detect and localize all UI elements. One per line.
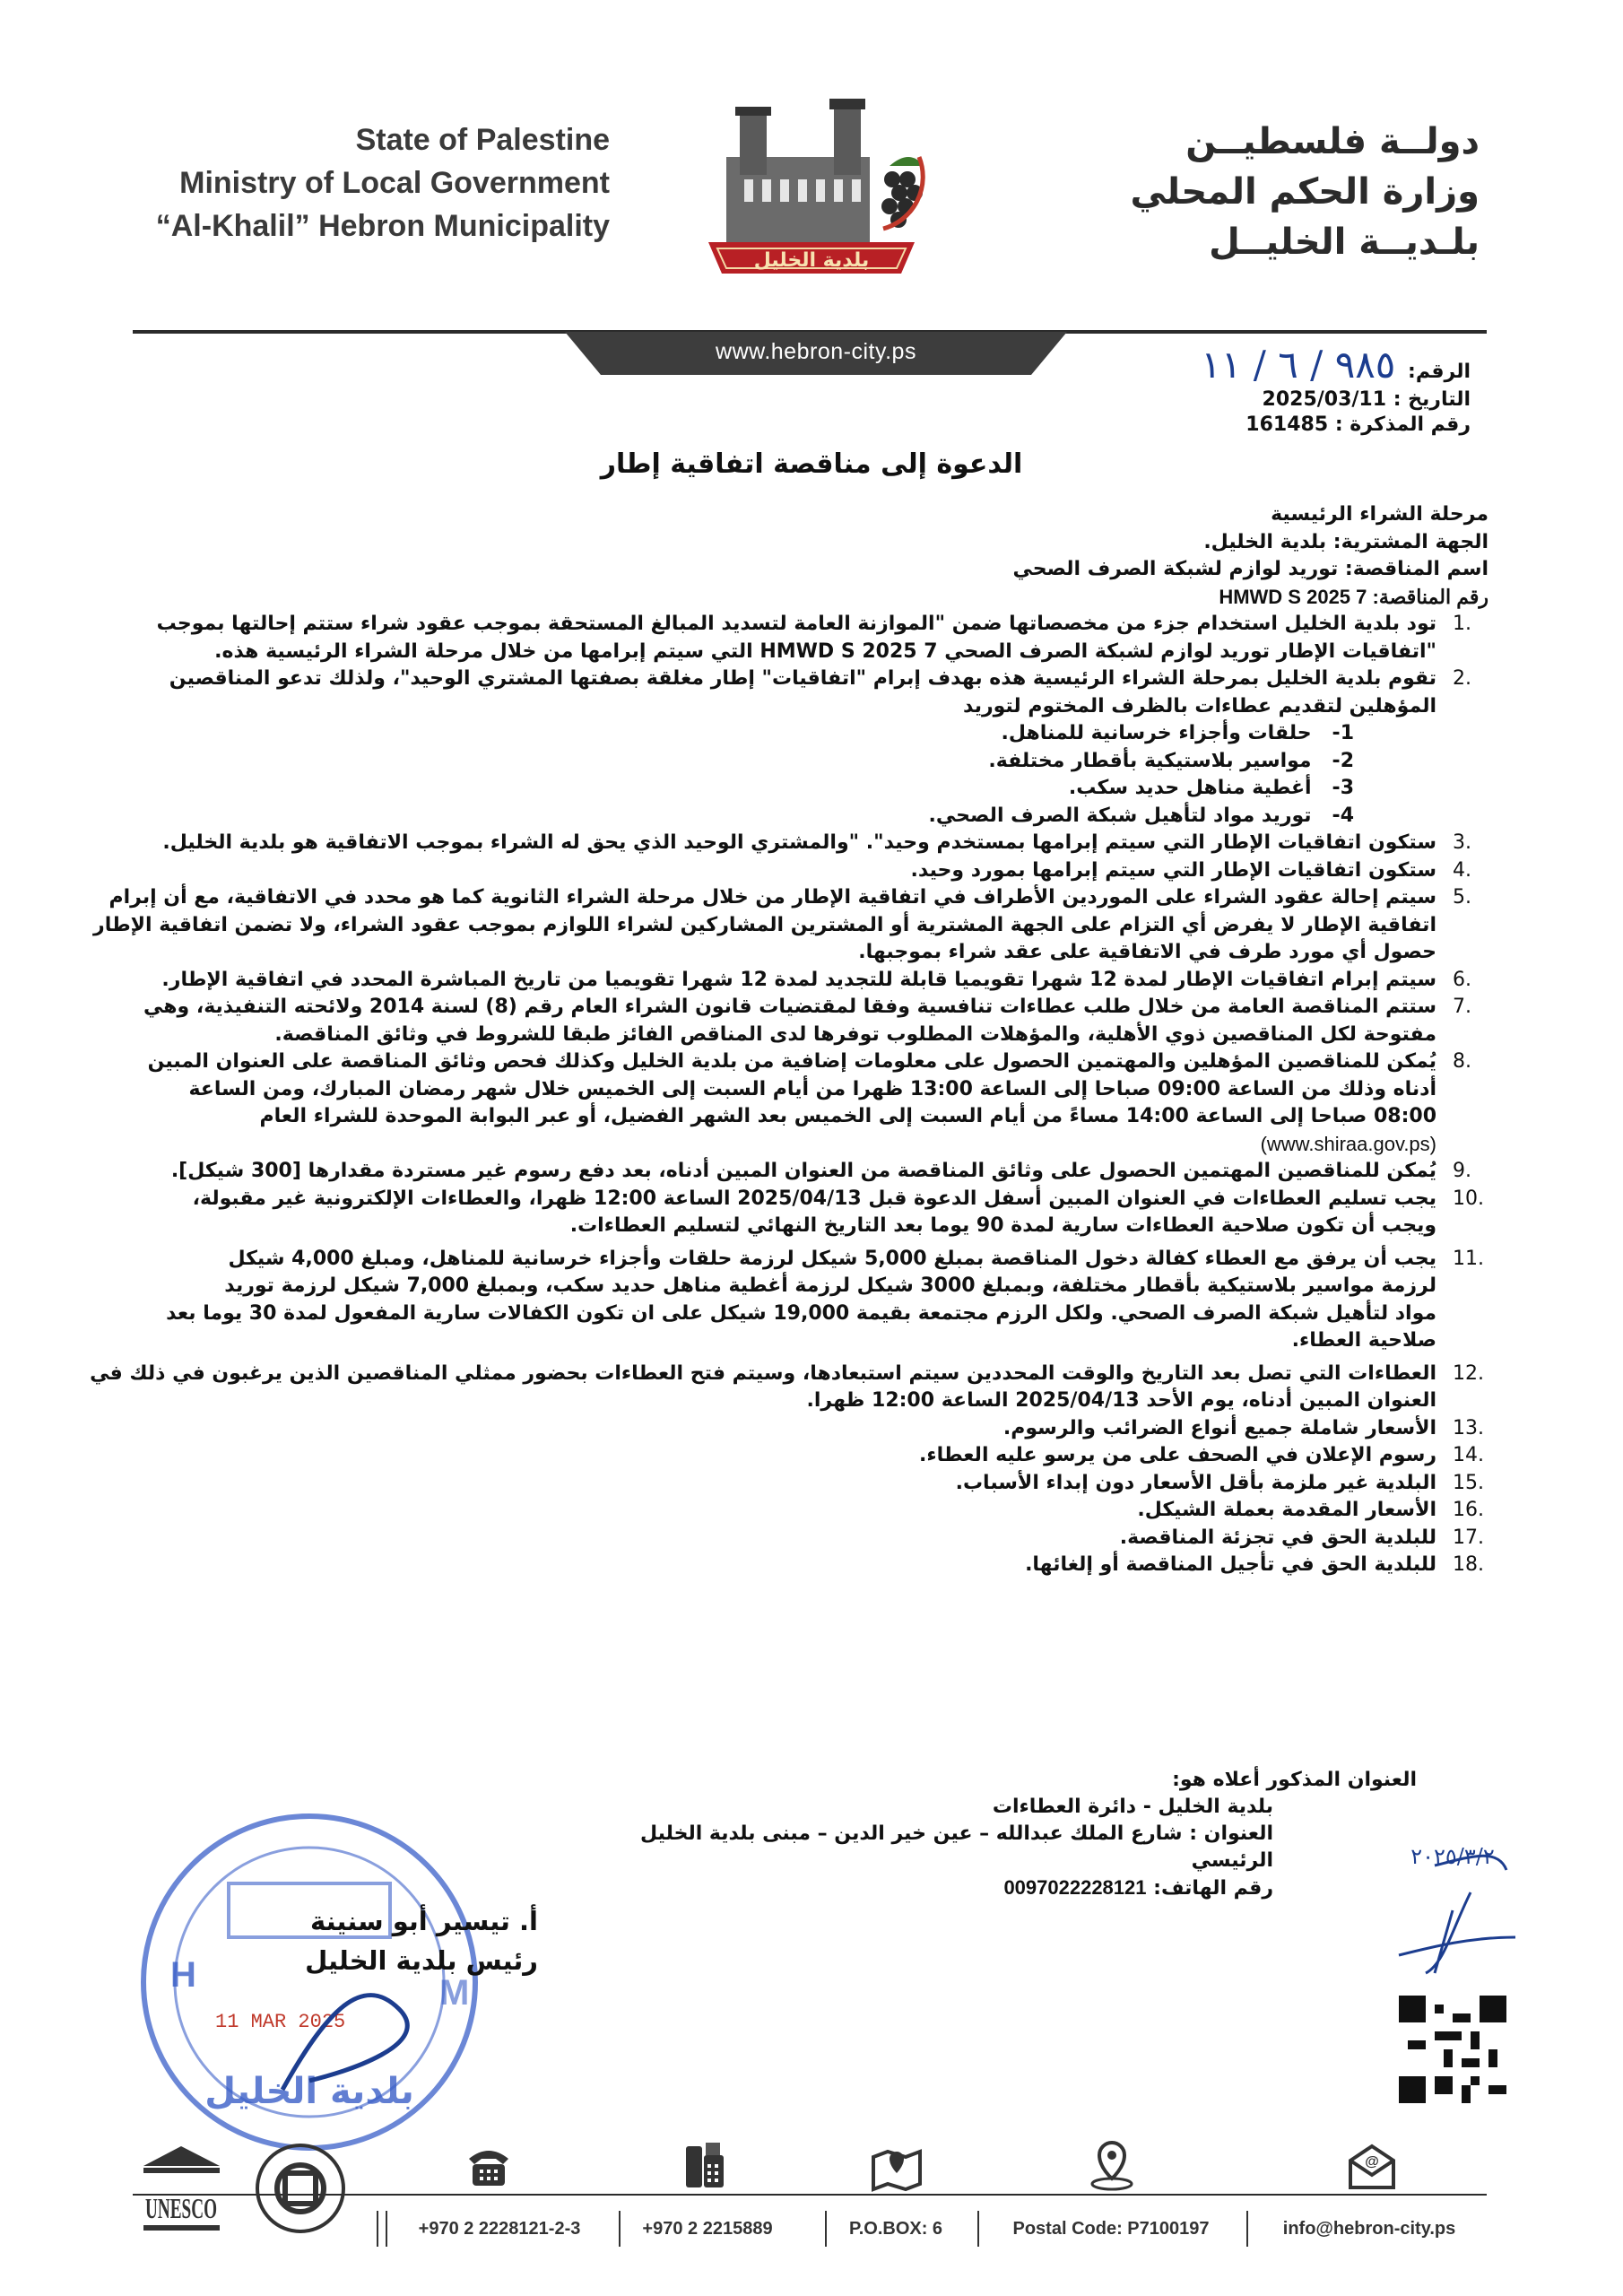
item-line: للبلدية الحق في تجزئة المناقصة.: [1119, 1526, 1436, 1549]
item-line: اتفاقية الإطار لا يفرض أي التزام على الجهة المشترية أو المشترين المشاركين لشراء اللوازم بموجب عقود الشراء، ولا تضمن اتفاقية الإطار: [93, 913, 1436, 936]
item-line: صلاحية العطاء.: [1291, 1329, 1436, 1352]
world-heritage-emblem: [251, 2139, 350, 2238]
qr-code[interactable]: [1399, 1996, 1506, 2103]
stamp-date: 11 MAR 2025: [215, 2011, 346, 2033]
location-pin-icon: [1085, 2139, 1139, 2193]
footer-postal-code: Postal Code: P7100197: [1012, 2219, 1210, 2239]
svg-text:H: H: [170, 1955, 196, 1995]
item-line: أدناه وذلك من الساعة 09:00 صباحا إلى الساعة 13:00 ظهرا من أيام السبت إلى الخميس خلال شهر رمضان المبارك، ومن الساعة: [188, 1077, 1436, 1100]
list-item: [126, 1415, 1488, 1443]
sub-item-text: حلقات وأجزاء خرسانية للمناهل.: [1001, 722, 1312, 744]
item-line: يجب أن يرفق مع العطاء كفالة دخول المناقصة بمبلغ 5,000 شيكل لرزمة حلقات وأجزاء خرسانية للمناهل، ومبلغ 4,000 شيكل: [228, 1247, 1436, 1270]
list-item: [126, 1048, 1488, 1158]
item-number: 7.: [1453, 996, 1471, 1018]
item-line: يُمكن للمناقصين المؤهلين والمهتمين الحصول على معلومات إضافية من بلدية الخليل وكذلك فحص وثائق المناقصة على العنوان المبين: [147, 1050, 1436, 1073]
phone-label: رقم الهاتف:: [1153, 1877, 1273, 1900]
sub-item-number: 4-: [1332, 804, 1354, 827]
list-item: [126, 1186, 1488, 1240]
item-line: ستتم المناقصة العامة من خلال طلب عطاءات تنافسية وفقا لمقتضيات قانون الشراء العام رقم (8) لسنة 2014 ولائحته التنفيذية، وهي: [143, 996, 1436, 1018]
signatory-title: رئيس بلدية الخليل: [305, 1945, 538, 1976]
ref-value: ٩٨٥ / ٦ / ١١: [1201, 343, 1396, 387]
item-line: للبلدية الحق في تأجيل المناقصة أو إلغائها.: [1025, 1553, 1436, 1576]
intro-line: الجهة المشترية: بلدية الخليل.: [1203, 530, 1488, 553]
item-number: 8.: [1453, 1050, 1471, 1073]
list-item: [126, 1246, 1488, 1355]
address-block: [574, 1767, 1417, 1902]
sub-item: [126, 748, 1488, 776]
date-label: التاريخ :: [1393, 388, 1471, 411]
item-line: الأسعار المقدمة بعملة الشيكل.: [1137, 1499, 1436, 1521]
list-item: [126, 967, 1488, 995]
list-item: [126, 611, 1488, 665]
ar-head-line-2: وزارة الحكم المحلي: [1130, 171, 1480, 213]
sub-item-text: توريد مواد لتأهيل شبكة الصرف الصحي.: [928, 804, 1312, 827]
item-line: حصول أي مورد طرف في الاتفاقية على عقد شراء بموجبها.: [858, 941, 1436, 963]
footer-separator: [977, 2211, 979, 2247]
address-line-1: بلدية الخليل - دائرة العطاءات: [992, 1796, 1273, 1818]
unesco-text: UNESCO: [145, 2192, 217, 2224]
footer-separator: [1246, 2211, 1248, 2247]
item-number: 9.: [1453, 1160, 1471, 1182]
date-line: [968, 387, 1471, 413]
item-number: 1.: [1453, 613, 1471, 635]
handwritten-signature: [1381, 1830, 1524, 1991]
en-head-line-2: Ministry of Local Government: [179, 166, 610, 200]
handwritten-date: ٢٠٢٥/٣/٢: [1410, 1844, 1495, 1869]
list-item: [90, 1361, 1488, 1415]
list-item: [126, 1442, 1488, 1470]
item-number: 3.: [1453, 831, 1471, 854]
item-number: 16.: [1453, 1499, 1484, 1521]
phone-value: 0097022228121: [1003, 1876, 1147, 1899]
sub-item-number: 1-: [1332, 722, 1354, 744]
item-number: 10.: [1453, 1187, 1484, 1210]
item-line: الأسعار شاملة جميع أنواع الضرائب والرسوم.: [1002, 1416, 1436, 1439]
footer-fax[interactable]: +970 2 2215889: [642, 2219, 773, 2239]
ar-head-line-1: دولــة فلسطيــن: [1185, 121, 1480, 162]
item-line: ستكون اتفاقيات الإطار التي سيتم إبرامها بمستخدم وحيد". "والمشتري الوحيد الذي يحق له الشراء بموجب الاتفاقية هو بلدية الخليل.: [162, 831, 1436, 854]
sub-item-text: مواسير بلاستيكية بأقطار مختلفة.: [988, 749, 1312, 772]
address-line-2: العنوان : شارع الملك عبدالله – عين خير الدين – مبنى بلدية الخليل الرئيسي: [639, 1822, 1273, 1872]
sub-item-text: أغطية مناهل حديد سكب.: [1068, 777, 1312, 799]
item-line: العنوان المبين أدناه، يوم الأحد 2025/04/13 الساعة 12:00 ظهرا.: [806, 1389, 1436, 1412]
item-line: ستكون اتفاقيات الإطار التي سيتم إبرامها بمورد وحيد.: [910, 858, 1436, 882]
sub-item: [126, 720, 1488, 748]
website-link[interactable]: www.hebron-city.ps: [716, 339, 916, 364]
shiraa-link[interactable]: (www.shiraa.gov.ps): [1260, 1132, 1436, 1155]
item-line: "اتفاقيات الإطار توريد لوازم لشبكة الصرف الصحي HMWD S 2025 7 التي سيتم إبرامها من خلال مرحلة الشراء الرئيسية هذه.: [214, 639, 1436, 663]
svg-text:M: M: [439, 1973, 470, 2013]
item-number: 15.: [1453, 1471, 1484, 1494]
list-item: [126, 1158, 1488, 1186]
footer-phone[interactable]: +970 2 2228121-2-3: [418, 2219, 581, 2239]
email-icon: [1345, 2139, 1399, 2193]
item-number: 14.: [1453, 1444, 1484, 1466]
item-line: البلدية غير ملزمة بأقل الأسعار دون إبداء الأسباب.: [955, 1471, 1436, 1494]
footer-pobox: P.O.BOX: 6: [848, 2219, 943, 2239]
sub-item-number: 2-: [1332, 749, 1354, 772]
signatory: [251, 1901, 538, 1980]
list-item: [126, 1470, 1488, 1498]
item-line: مفتوحة لكل المناقصين ذوي الأهلية، والمؤهلات المطلوب توفرها لدى المناقص الفائز طبقا للشروط في وثائق المناقصة.: [274, 1022, 1436, 1046]
list-item: [126, 1552, 1488, 1579]
sub-item: [126, 775, 1488, 803]
item-line: يجب تسليم العطاءات في العنوان المبين أسفل الدعوة قبل 2025/04/13 الساعة 12:00 ظهرا، والعطاءات الإلكترونية غير مقبولة،: [192, 1187, 1436, 1210]
memo-label: رقم المذكرة :: [1334, 413, 1471, 436]
item-number: 5.: [1453, 886, 1471, 909]
sub-item-number: 3-: [1332, 777, 1354, 799]
item-line: تود بلدية الخليل استخدام جزء من مخصصاتها ضمن "الموازنة العامة لتسديد المبالغ المستحقة بموجب عقود شراء ستتم إحالتها بموجب: [156, 613, 1436, 635]
ref-label: الرقم:: [1408, 361, 1471, 383]
list-item: [126, 857, 1488, 885]
reference-number: [968, 343, 1471, 387]
intro-line: مرحلة الشراء الرئيسية: [1271, 503, 1488, 526]
official-stamp: [130, 1803, 489, 2161]
document-body: [90, 489, 1488, 1579]
item-line: 08:00 صباحا إلى الساعة 14:00 مساءً من أيام السبت إلى الخميس بعد الشهر الفضيل، أو عبر البوابة الموحدة للشراء العام: [259, 1105, 1436, 1127]
list-item: [126, 994, 1488, 1048]
footer-separator: [825, 2211, 827, 2247]
item-number: 18.: [1453, 1553, 1484, 1576]
address-heading: العنوان المذكور أعلاه هو:: [1172, 1769, 1417, 1791]
sub-item: [126, 803, 1488, 831]
phone-line: [574, 1874, 1417, 1902]
en-head-line-1: State of Palestine: [355, 123, 610, 157]
ar-head-line-3: بلـديــة الخليــل: [1209, 222, 1480, 263]
svg-text:@: @: [1365, 2154, 1379, 2170]
unesco-logo: [135, 2139, 229, 2247]
item-line: رسوم الإعلان في الصحف على من يرسو عليه العطاء.: [918, 1444, 1436, 1466]
item-number: 4.: [1453, 858, 1471, 882]
memo-value: 161485: [1245, 413, 1329, 436]
item-number: 11.: [1453, 1247, 1484, 1270]
list-item: [126, 1497, 1488, 1525]
document-title: الدعوة إلى مناقصة اتفاقية إطار: [600, 448, 1023, 480]
item-line: يُمكن للمناقصين المهتمين الحصول على وثائق المناقصة من العنوان المبين أدناه، بعد دفع رسوم غير مستردة مقدارها [300 شيكل].: [170, 1160, 1436, 1182]
map-pin-icon: [870, 2139, 924, 2193]
arabic-letterhead: [1103, 117, 1480, 267]
item-line: لرزمة مواسير بلاستيكية بأقطار مختلفة، وبمبلغ 3000 شيكل لرزمة أغطية مناهل حديد سكب، وبمبلغ 7,000 شيكل لرزمة توريد: [224, 1274, 1436, 1297]
stamp-text: بلدية الخليل: [204, 2071, 414, 2112]
item-line: سيتم إحالة عقود الشراء على الموردين الأطراف في اتفاقية الإطار من خلال مرحلة الشراء الثانوية كما هو محدد في الاتفاقية، مع أن إبرام: [108, 886, 1436, 909]
en-head-line-3: “Al-Khalil” Hebron Municipality: [155, 209, 610, 243]
item-number: 2.: [1453, 667, 1471, 690]
item-line: تقوم بلدية الخليل بمرحلة الشراء الرئيسية هذه بهدف إبرام "اتفاقيات" إطار مغلقة بصفتها المشتري الوحيد"، ولذلك تدعو المناقصين: [169, 667, 1436, 690]
item-number: 17.: [1453, 1526, 1484, 1549]
item-line: المؤهلين لتقديم عطاءات بالظرف المختوم لتوريد: [963, 694, 1436, 718]
footer-separator: [377, 2211, 378, 2247]
item-line: العطاءات التي تصل بعد التاريخ والوقت المحددين سيتم استبعادها، وسيتم فتح العطاءات بحضور ممثلي المناقصين الذين يرغبون في ذلك في: [90, 1361, 1436, 1385]
list-item: [126, 665, 1488, 720]
item-line: ويجب أن تكون صلاحية العطاءات سارية لمدة 90 يوما بعد التاريخ النهائي لتسليم العطاءات.: [569, 1214, 1436, 1237]
date-value: 2025/03/11: [1262, 388, 1387, 411]
list-item: [126, 1525, 1488, 1552]
list-item: [126, 830, 1488, 857]
item-number: 12.: [1453, 1361, 1484, 1385]
english-letterhead: [108, 118, 610, 248]
signatory-name: أ. تيسير أبو سنينة: [310, 1906, 538, 1936]
telephone-icon: [462, 2139, 516, 2193]
memo-line: [968, 413, 1471, 438]
item-line: مواد لتأهيل شبكة الصرف الصحي. ولكل الرزم مجتمعة بقيمة 19,000 شيكل على ان تكون الكفالات سارية المفعول لمدة 30 يوما بعد: [166, 1301, 1436, 1325]
municipality-logo: [655, 94, 968, 300]
item-number: 13.: [1453, 1416, 1484, 1439]
fax-icon: [677, 2139, 731, 2193]
footer-separator: [619, 2211, 621, 2247]
footer-email[interactable]: info@hebron-city.ps: [1282, 2219, 1456, 2239]
intro-line: اسم المناقصة: توريد لوازم لشبكة الصرف الصحي: [1012, 558, 1488, 580]
list-item: [93, 884, 1488, 967]
item-number: 6.: [1453, 968, 1471, 991]
logo-text: بلدية الخليل: [753, 249, 870, 272]
intro-line: رقم المناقصة: HMWD S 2025 7: [1219, 585, 1488, 608]
item-line: سيتم إبرام اتفاقيات الإطار لمدة 12 شهرا تقويميا قابلة للتجديد لمدة 12 شهرا تقويميا من تاريخ المباشرة المحدد في اتفاقية الإطار.: [161, 968, 1436, 991]
